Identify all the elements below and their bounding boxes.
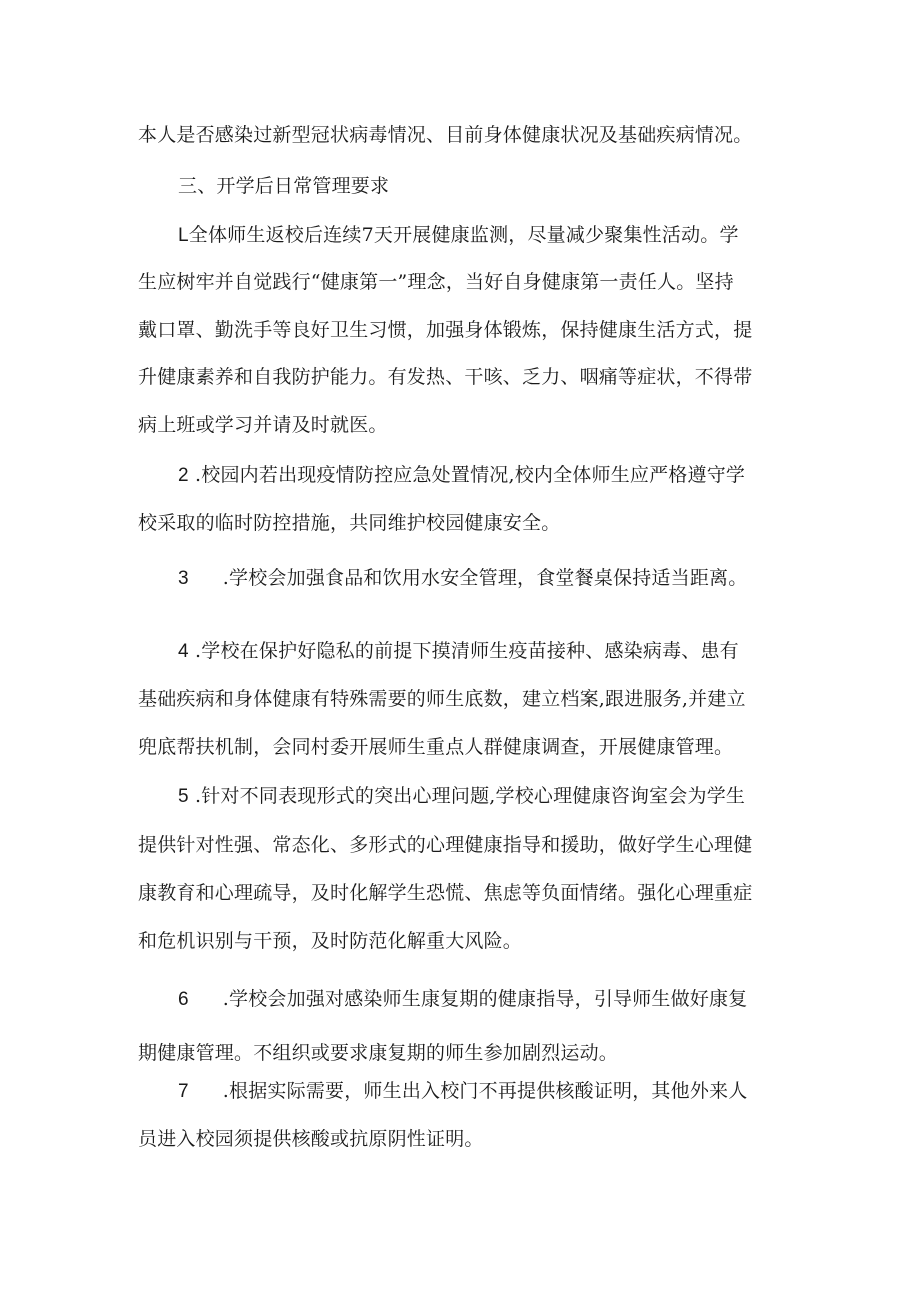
item-text: .学校会加强食品和饮用水安全管理，食堂餐桌保持适当距离。 [222, 567, 748, 589]
paragraph-line: 戴口罩、勤洗手等良好卫生习惯，加强身体锻炼，保持健康生活方式，提 [138, 319, 753, 341]
paragraph-line: 生应树牢并自觉践行“健康第一”理念，当好自身健康第一责任人。坚持 [138, 271, 734, 293]
section-heading: 三、开学后日常管理要求 [178, 175, 390, 197]
paragraph-line [178, 565, 828, 592]
item-number: 5 [178, 786, 189, 807]
item-number: L [178, 225, 189, 246]
item-text: 全体师生返校后连续7天开展健康监测，尽量减少聚集性活动。学 [188, 224, 739, 246]
paragraph-line [178, 638, 828, 665]
paragraph-line [178, 986, 828, 1013]
paragraph-line [178, 462, 828, 489]
item-text: .学校在保护好隐私的前提下摸清师生疫苗接种、感染病毒、患有 [195, 640, 739, 662]
paragraph-line: 期健康管理。不组织或要求康复期的师生参加剧烈运动。 [138, 1042, 619, 1064]
paragraph-line: 校采取的临时防控措施，共同维护校园健康安全。 [138, 512, 561, 534]
paragraph-line: 升健康素养和自我防护能力。有发热、干咳、乏力、咽痛等症状，不得带 [138, 366, 753, 388]
paragraph-line [178, 1078, 828, 1105]
paragraph-line: 和危机识别与干预，及时防范化解重大风险。 [138, 930, 523, 952]
item-number: 3 [178, 568, 189, 589]
paragraph-line: 兜底帮扶机制，会同村委开展师生重点人群健康调查，开展健康管理。 [138, 736, 734, 758]
paragraph-line: 员进入校园须提供核酸或抗原阴性证明。 [138, 1128, 484, 1150]
paragraph-line [178, 222, 828, 249]
paragraph-line: 提供针对性强、常态化、多形式的心理健康指导和援助，做好学生心理健 [138, 834, 753, 856]
item-text: .根据实际需要，师生出入校门不再提供核酸证明，其他外来人 [222, 1080, 748, 1102]
intro-line: 本人是否感染过新型冠状病毒情况、目前身体健康状况及基础疾病情况。 [138, 124, 753, 146]
paragraph-line: 病上班或学习并请及时就医。 [138, 414, 388, 436]
paragraph-line [178, 783, 828, 810]
item-number: 7 [178, 1081, 189, 1102]
item-text: .针对不同表现形式的突出心理问题,学校心理健康咨询室会为学生 [195, 785, 746, 807]
item-text: .校园内若出现疫情防控应急处置情况,校内全体师生应严格遵守学 [195, 464, 746, 486]
item-number: 4 [178, 641, 189, 662]
item-number: 6 [178, 989, 189, 1010]
item-text: .学校会加强对感染师生康复期的健康指导，引导师生做好康复 [222, 988, 748, 1010]
paragraph-line: 康教育和心理疏导，及时化解学生恐慌、焦虑等负面情绪。强化心理重症 [138, 882, 753, 904]
paragraph-line: 基础疾病和身体健康有特殊需要的师生底数，建立档案,跟进服务,并建立 [138, 688, 746, 710]
item-number: 2 [178, 465, 189, 486]
